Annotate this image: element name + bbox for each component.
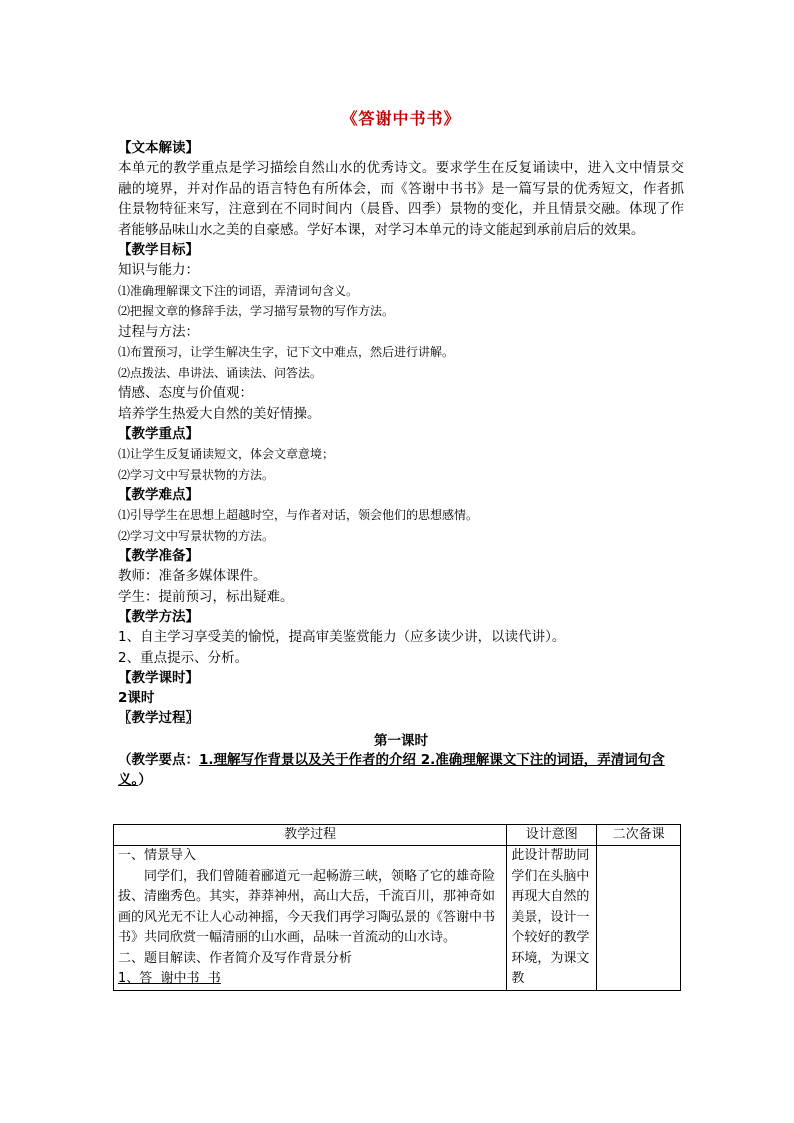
method-item: 1、自主学习享受美的愉悦，提高审美鉴赏能力（应多读少讲，以读代讲）。 [118,629,566,645]
process-heading-intro: 一、情景导入 [118,848,197,863]
text-analysis-paragraph: 本单元的教学重点是学习描绘自然山水的优秀诗文。要求学生在反复诵读中，进入文中情景交融的境界，并对作品的语言特色有所体会，而《答谢中书书》是一篇写景的优秀短文，作者抓住景物特征来写，注意到在不同时间内（晨昏、四季）景物的变化，并且情景交融。体现了作者能够品味山水之美的自豪感。学好本课，对学习本单元的诗文能起到承前启后的效果。 [118,160,684,238]
document-title: 《答谢中书书》 [341,109,461,128]
key-point-item: ⑴让学生反复诵读短文，体会文章意境； [118,447,335,461]
document-body [118,138,684,790]
section-heading-objectives: 【教学目标】 [118,242,199,258]
objectives-knowledge-label: 知识与能力： [118,262,199,278]
lesson-key-points [118,751,684,790]
lesson-title: 第一课时 [374,733,428,749]
header-second-prep: 二次备课 [597,825,681,846]
difficulty-item: ⑵学习文中写景状物的方法。 [118,528,275,543]
objectives-process-item: ⑴布置预习，让学生解决生字，记下文中难点，然后进行讲解。 [118,345,455,359]
cell-second-prep [597,846,681,991]
objectives-process-label: 过程与方法： [118,323,199,340]
section-heading-text-analysis: 【文本解读】 [118,140,199,156]
section-heading-hours: 【教学课时】 [118,670,199,686]
section-heading-key-points: 【教学重点】 [118,426,199,442]
key-points-prefix: （教学要点： [118,752,199,768]
table-row [114,846,681,991]
process-title-item: 1、答 谢中书 书 [118,971,221,986]
difficulty-item: ⑴引导学生在思想上超越时空，与作者对话，领会他们的思想感情。 [118,508,479,522]
key-points-underlined: 1.理解写作背景以及关于作者的介绍 2.准确理解课文下注的词语，弄清词句含义。 [118,752,665,788]
objectives-knowledge-item: ⑴准确理解课文下注的词语，弄清词句含义。 [118,283,359,298]
section-heading-process: 〖教学过程〗 [118,710,199,726]
cell-design-intent: 此设计帮助同学们在头脑中再现大自然的美景，设计一个较好的教学环境，为课文教 [507,846,597,991]
process-intro-paragraph: 同学们，我们曾随着郦道元一起畅游三峡，领略了它的雄奇险拔、清幽秀色。其实，莽莽神州，高山大岳，千流百川，那神奇如画的风光无不让人心动神摇，今天我们再学习陶弘景的《答谢中书书》共同欣赏一幅清丽的山水画，品味一首流动的山水诗。 [118,868,496,945]
section-heading-methods: 【教学方法】 [118,609,199,625]
key-points-suffix: ） [138,771,152,788]
objectives-emotion-text: 培养学生热爱大自然的美好情操。 [118,405,321,422]
process-heading-title-analysis: 二、题目解读、作者简介及写作背景分析 [118,950,353,966]
hours-value: 2课时 [118,690,155,706]
objectives-knowledge-item: ⑵把握文章的修辞手法，学习描写景物的写作方法。 [118,304,395,318]
table-header-row [114,825,681,846]
section-heading-preparation: 【教学准备】 [118,548,199,564]
preparation-teacher: 教师：准备多媒体课件。 [118,568,267,584]
header-teaching-process: 教学过程 [114,825,507,846]
method-item: 2、重点提示、分析。 [118,649,249,666]
preparation-student: 学生：提前预习，标出疑难。 [118,588,294,605]
objectives-emotion-label: 情感、态度与价值观： [118,385,253,401]
key-point-item: ⑵学习文中写景状物的方法。 [118,467,275,482]
section-heading-difficulties: 【教学难点】 [118,487,199,503]
objectives-process-item: ⑵点拨法、串讲法、诵读法、问答法。 [118,365,323,380]
cell-teaching-process [114,846,507,991]
lesson-plan-table [113,824,681,991]
header-design-intent: 设计意图 [507,825,597,846]
